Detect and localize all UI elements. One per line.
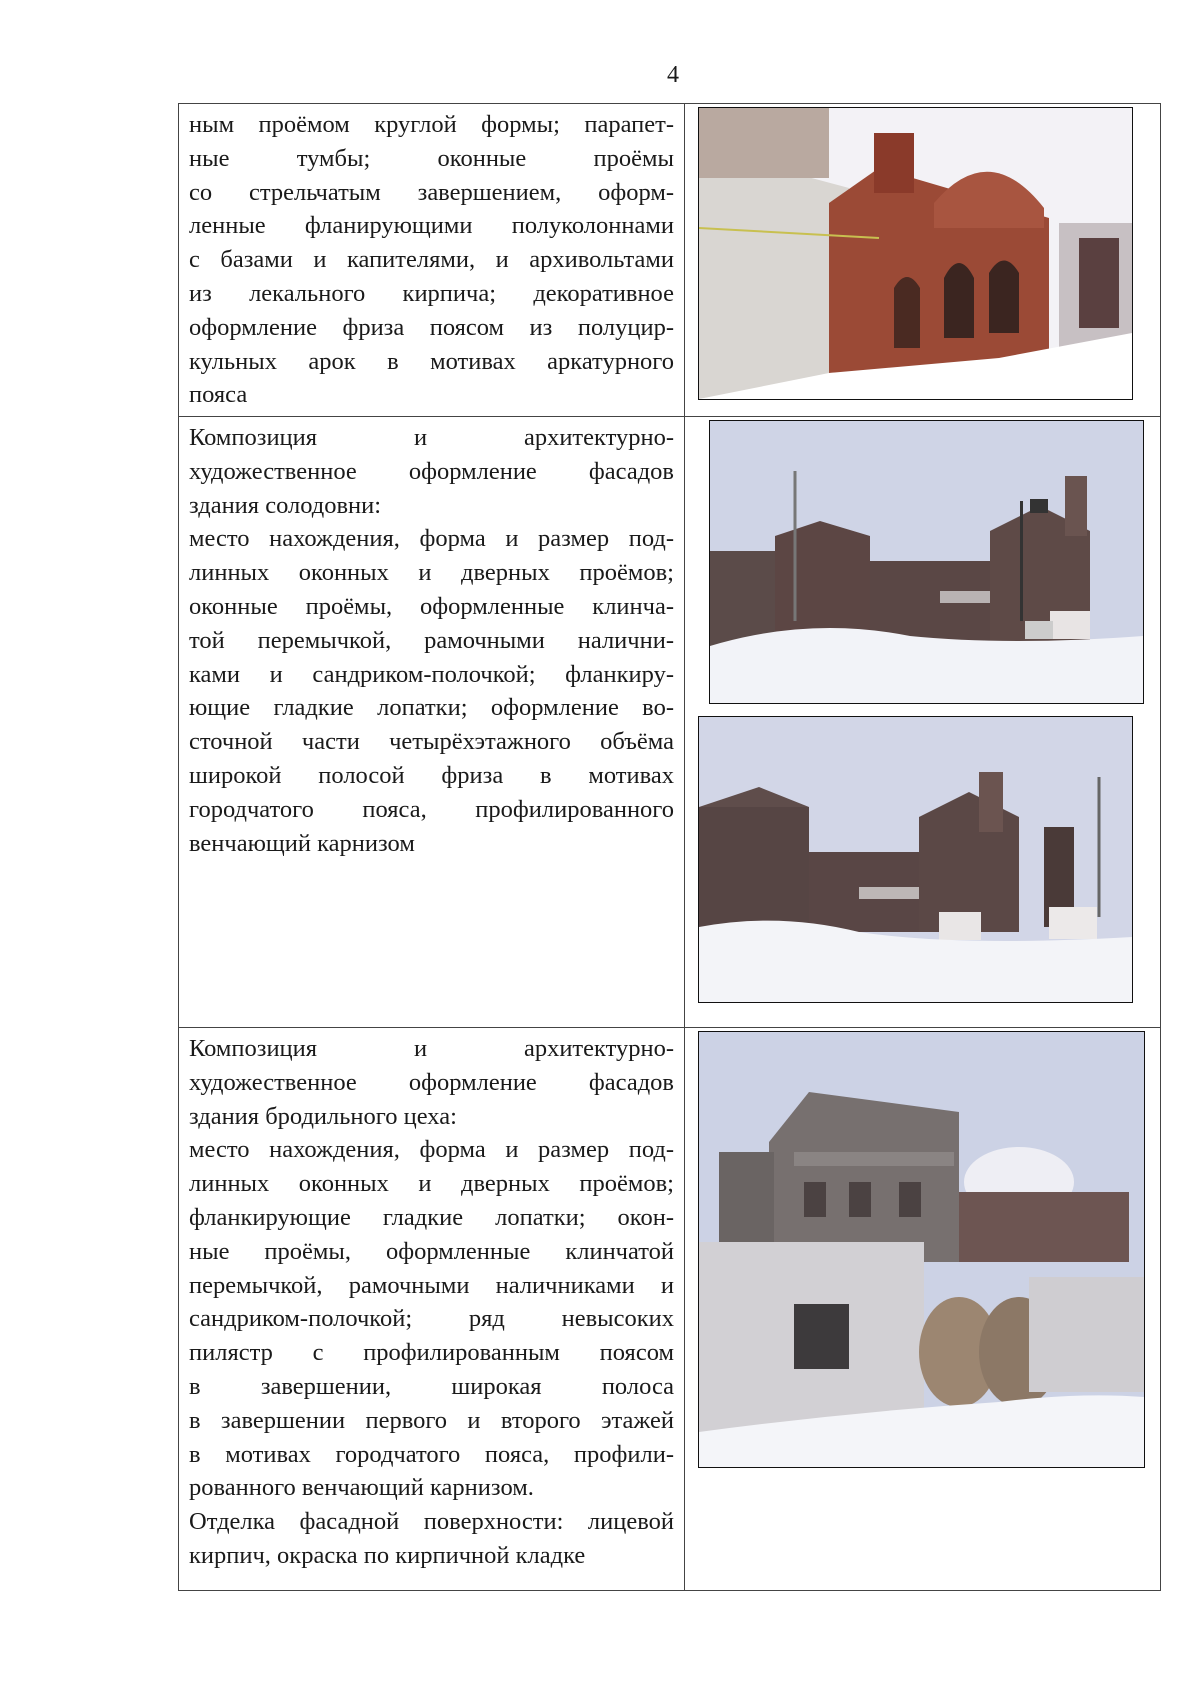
red-brick-facade-photo <box>698 107 1133 400</box>
text-line: перемычкой, рамочными наличниками и <box>189 1271 674 1299</box>
text-line: ные проёмы, оформленные клинчатой <box>189 1237 674 1265</box>
text-line: ками и сандриком-полочкой; фланкиру- <box>189 660 674 688</box>
text-line: сандриком-полочкой; ряд невысоких <box>189 1305 674 1333</box>
text-line: пояса <box>189 381 248 409</box>
malthouse-facade-photo-1 <box>709 420 1144 704</box>
text-line: широкой полосой фриза в мотивах <box>189 761 674 789</box>
text-line: сточной части четырёхэтажного объёма <box>189 728 674 756</box>
text-line: здания солодовни: <box>189 491 382 519</box>
photo-image <box>699 717 1132 1002</box>
text-line: в завершении первого и второго этажей <box>189 1406 674 1434</box>
text-line: ным проёмом круглой формы; парапет- <box>189 111 674 138</box>
text-line: городчатого пояса, профилированного <box>189 795 674 823</box>
text-line: место нахождения, форма и размер под- <box>189 1136 674 1164</box>
text-line: с базами и капителями, и архивольтами <box>189 246 674 274</box>
text-line: линных оконных и дверных проёмов; <box>189 1170 674 1198</box>
malthouse-facade-photo-2 <box>698 716 1133 1003</box>
description-cell <box>179 417 685 1028</box>
heritage-elements-table <box>178 103 1161 1591</box>
photo-image <box>699 108 1132 399</box>
text-line: той перемычкой, рамочными налични- <box>189 626 674 654</box>
text-line: венчающий карнизом <box>189 829 415 857</box>
description-cell <box>179 1028 685 1591</box>
photo-image <box>699 1032 1144 1467</box>
text-line: Композиция и архитектурно- <box>189 1035 674 1062</box>
text-line: кульных арок в мотивах аркатурного <box>189 347 674 375</box>
photo-cell <box>685 1028 1161 1591</box>
table-row <box>179 417 1161 1028</box>
text-line: рованного венчающий карнизом. <box>189 1474 534 1502</box>
text-line: художественное оформление фасадов <box>189 457 674 485</box>
text-line: здания бродильного цеха: <box>189 1102 457 1130</box>
text-line: линных оконных и дверных проёмов; <box>189 559 674 587</box>
text-line: оформление фриза поясом из полуцир- <box>189 313 674 341</box>
table-row <box>179 1028 1161 1591</box>
text-line: со стрельчатым завершением, оформ- <box>189 178 674 206</box>
text-line: из лекального кирпича; декоративное <box>189 279 674 307</box>
text-line: Композиция и архитектурно- <box>189 424 674 451</box>
description-text <box>179 104 684 412</box>
text-line: кирпич, окраска по кирпичной кладке <box>189 1541 586 1569</box>
text-line: пилястр с профилированным поясом <box>189 1339 674 1367</box>
description-cell <box>179 104 685 417</box>
text-line: Отделка фасадной поверхности: лицевой <box>189 1508 674 1536</box>
text-line: оконные проёмы, оформленные клинча- <box>189 592 674 620</box>
text-line: ленные фланирующими полуколоннами <box>189 212 674 240</box>
text-line: в мотивах городчатого пояса, профили- <box>189 1440 674 1468</box>
text-line: место нахождения, форма и размер под- <box>189 525 674 553</box>
description-text <box>179 417 684 860</box>
photo-cell <box>685 417 1161 1028</box>
text-line: ные тумбы; оконные проёмы <box>189 144 674 172</box>
photo-image <box>710 421 1143 703</box>
text-line: фланкирующие гладкие лопатки; окон- <box>189 1203 674 1231</box>
description-text <box>179 1028 684 1573</box>
page-number: 4 <box>667 62 679 88</box>
text-line: ющие гладкие лопатки; оформление во- <box>189 694 674 722</box>
text-line: в завершении, широкая полоса <box>189 1372 674 1400</box>
photo-cell <box>685 104 1161 417</box>
text-line: художественное оформление фасадов <box>189 1068 674 1096</box>
table-row <box>179 104 1161 417</box>
fermentation-shop-facade-photo <box>698 1031 1145 1468</box>
